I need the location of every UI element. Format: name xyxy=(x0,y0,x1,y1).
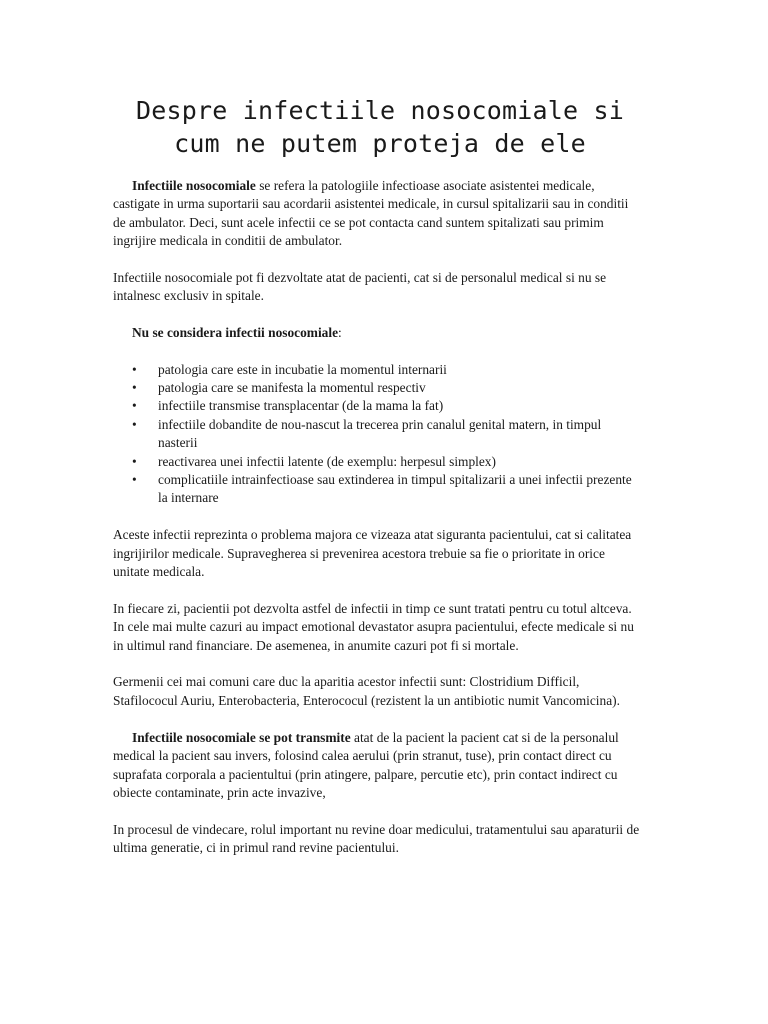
bold-term: Infectiile nosocomiale se pot transmite xyxy=(132,729,351,745)
label-colon: : xyxy=(338,325,342,341)
list-item-text: reactivarea unei infectii latente (de exemplu: herpesul simplex) xyxy=(158,453,496,469)
list-item xyxy=(113,379,641,397)
exclusions-label xyxy=(113,324,641,342)
list-item xyxy=(113,416,641,453)
list-item xyxy=(113,397,641,415)
bullet-icon: • xyxy=(132,398,137,414)
paragraph-transmission xyxy=(113,729,641,803)
bullet-icon: • xyxy=(132,380,137,396)
title-line-1: Despre infectiile nosocomiale si xyxy=(135,96,625,125)
paragraph-text: se refera la patologiile infectioase asociate asistentei medicale, castigate in urma suportarii sau acordarii asistentei medicale, in cursul spitalizarii sau in conditii de ambulator. Deci, sunt acele infectii ce se pot contacta cand suntem spitalizati sau primim ingrijire medicala in conditii de ambulator. xyxy=(113,178,629,249)
paragraph-importance: Aceste infectii reprezinta o problema majora ce vizeaza atat siguranta pacientului, cat si calitatea ingrijirilor medicale. Supravegherea si prevenirea acestora trebuie sa fie o prioritate in orice unitate medicala. xyxy=(113,527,632,580)
document-title xyxy=(100,94,660,160)
exclusions-list xyxy=(113,361,641,508)
list-item-text: patologia care este in incubatie la momentul internarii xyxy=(158,361,447,377)
list-item-text: infectiile transmise transplacentar (de la mama la fat) xyxy=(158,398,444,414)
bullet-icon: • xyxy=(132,361,137,377)
bold-term: Infectiile nosocomiale xyxy=(132,178,256,193)
document-body xyxy=(113,177,641,876)
list-item xyxy=(113,361,641,379)
list-item-text: complicatiile intrainfectioase sau extinderea in timpul spitalizarii a unei infectii prezente la internare xyxy=(158,472,632,506)
list-item-text: patologia care se manifesta la momentul respectiv xyxy=(158,380,426,396)
bullet-icon: • xyxy=(132,472,137,488)
bold-term: Nu se considera infectii nosocomiale xyxy=(132,325,339,341)
list-item-text: infectiile dobandite de nou-nascut la trecerea prin canalul genital matern, in timpul nasterii xyxy=(158,416,602,451)
paragraph-healing: In procesul de vindecare, rolul important nu revine doar medicului, tratamentului sau aparaturii de ultima generatie, ci in primul rand revine pacientului. xyxy=(113,821,640,856)
paragraph-germs: Germenii cei mai comuni care duc la aparitia acestor infectii sunt: Clostridium Difficil, Stafilococul Auriu, Enterobacteria, Enterococul (rezistent la un antibiotic numit Vancomicina). xyxy=(113,674,620,708)
paragraph-daily-risk: In fiecare zi, pacientii pot dezvolta astfel de infectii in timp ce sunt tratati pentru cu totul altceva. In cele mai multe cazuri au impact emotional devastator asupra pacientului, efecte medicale si nu in ultimul rand financiare. De asemenea, in anumite cazuri pot fi si mortale. xyxy=(113,600,634,653)
paragraph-text: atat de la pacient la pacient cat si de la personalul medical la pacient sau invers, folosind calea aerului (prin stranut, tuse), prin contact direct cu suprafata corporala a pacientultui (prin atingere, palpare, percutie etc), prin contact indirect cu obiecte contaminate, prin acte invazive, xyxy=(113,729,619,800)
list-item xyxy=(113,453,641,471)
title-line-2: cum ne putem proteja de ele xyxy=(174,129,586,158)
list-item xyxy=(113,471,641,508)
paragraph-who: Infectiile nosocomiale pot fi dezvoltate atat de pacienti, cat si de personalul medical si nu se intalnesc exclusiv in spitale. xyxy=(113,270,607,304)
bullet-icon: • xyxy=(132,453,137,469)
paragraph-definition xyxy=(113,177,641,251)
bullet-icon: • xyxy=(132,416,137,432)
